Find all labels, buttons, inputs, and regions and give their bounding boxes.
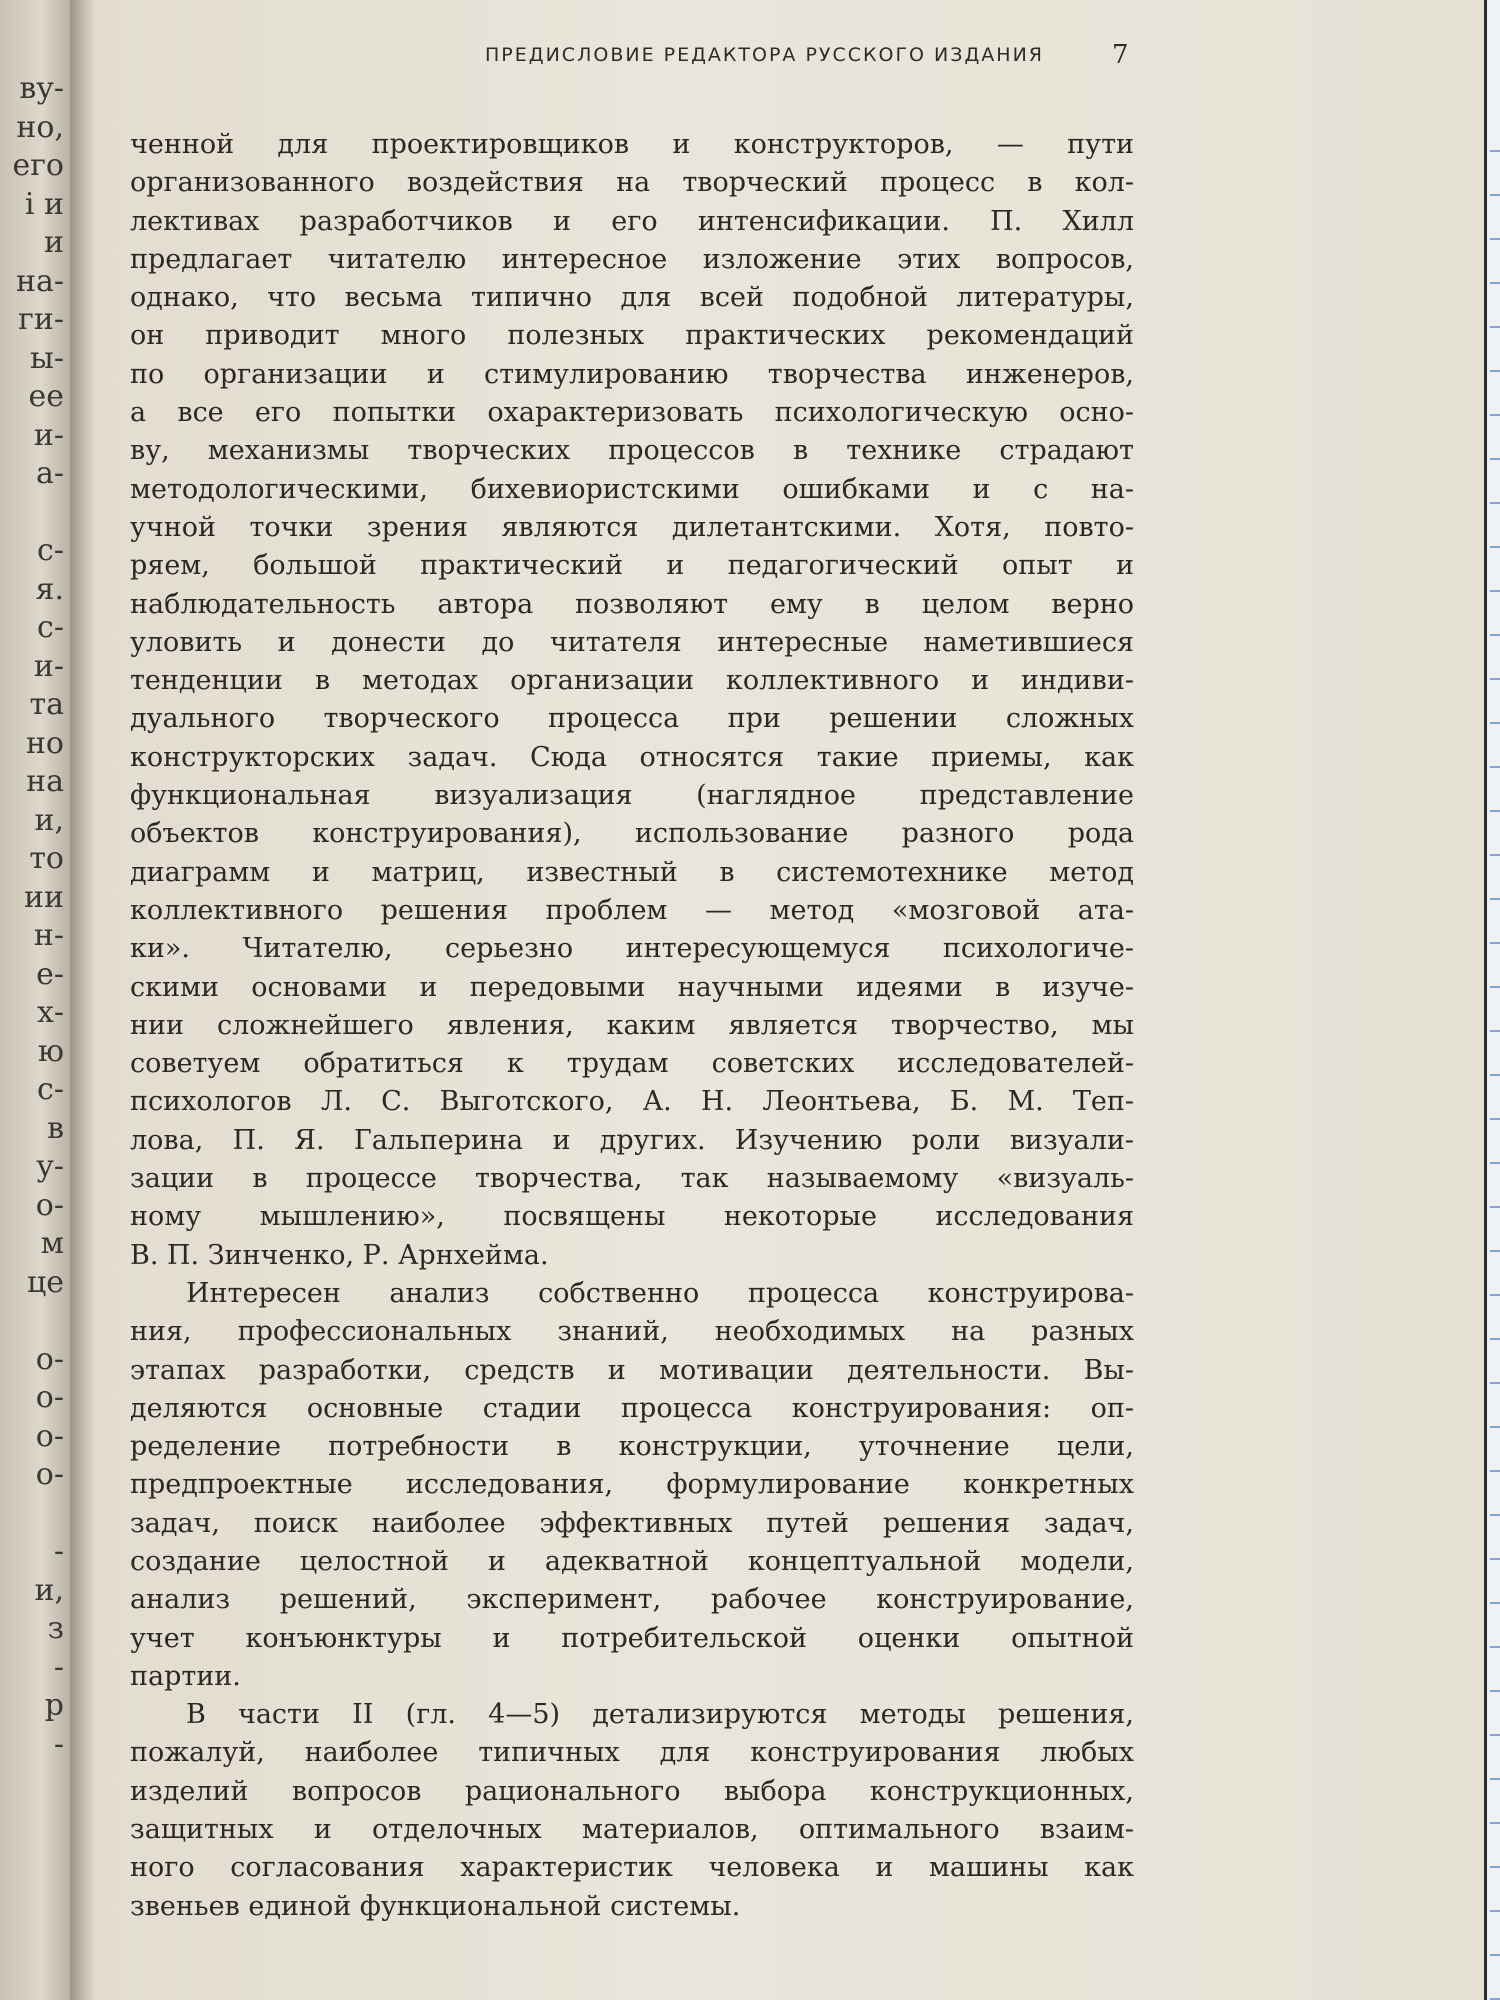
adjacent-page-fragment: в — [47, 1110, 64, 1146]
ruled-line-mark — [1490, 854, 1500, 856]
text-line: ного согласования характеристик человека и машины как — [130, 1852, 1134, 1884]
text-line: В части II (гл. 4—5) детализируются методы решения, — [186, 1699, 1134, 1731]
text-line: коллективного решения проблем — метод «мозговой ата- — [130, 894, 1134, 926]
text-line: по организации и стимулированию творчества инженеров, — [130, 358, 1134, 390]
adjacent-page-fragment: х- — [36, 995, 64, 1030]
text-line: ределение потребности в конструкции, уточнение цели, — [130, 1431, 1134, 1463]
text-line: тенденции в методах организации коллективного и индиви- — [130, 665, 1134, 697]
ruled-line-mark — [1490, 1514, 1500, 1516]
ruled-line-mark — [1490, 590, 1500, 592]
ruled-line-mark — [1490, 1118, 1500, 1120]
adjacent-page-fragment: на — [26, 764, 64, 799]
adjacent-page-text-fragments — [0, 70, 70, 1764]
ruled-line-mark — [1490, 1822, 1500, 1824]
text-line: защитных и отделочных материалов, оптимального взаим- — [130, 1814, 1134, 1846]
adjacent-page-fragment: но, — [16, 109, 64, 145]
text-line: лова, П. Я. Гальперина и других. Изучению роли визуали- — [130, 1124, 1134, 1156]
text-line: звеньев единой функциональной системы. — [130, 1890, 741, 1922]
adjacent-page-fragment: о- — [35, 1418, 64, 1454]
ruled-line-mark — [1490, 766, 1500, 768]
ruled-line-mark — [1490, 546, 1500, 548]
adjacent-page-fragment: и, — [34, 802, 64, 838]
running-head: ПРЕДИСЛОВИЕ РЕДАКТОРА РУССКОГО ИЗДАНИЯ — [485, 44, 1044, 66]
adjacent-page-fragment: з — [47, 1611, 64, 1646]
ruled-line-mark — [1490, 1602, 1500, 1604]
ruled-line-mark — [1490, 194, 1500, 196]
ruled-line-mark — [1490, 986, 1500, 988]
ruled-line-mark — [1490, 1470, 1500, 1472]
ruled-line-mark — [1490, 1426, 1500, 1428]
ruled-line-mark — [1490, 1954, 1500, 1956]
adjacent-page-fragment: то — [29, 841, 64, 876]
ruled-line-mark — [1490, 1294, 1500, 1296]
ruled-line-mark — [1490, 678, 1500, 680]
notebook-paper-edge — [1484, 0, 1500, 2000]
adjacent-page-fragment: и- — [33, 648, 64, 684]
ruled-line-mark — [1490, 1162, 1500, 1164]
text-line: скими основами и передовыми научными идеями в изуче- — [130, 971, 1134, 1003]
text-line: ки». Читателю, серьезно интересующемуся психологиче- — [130, 933, 1134, 965]
text-line: организованного воздействия на творческий процесс в кол- — [130, 167, 1134, 199]
adjacent-page-fragment: и, — [34, 1572, 64, 1608]
ruled-line-mark — [1490, 1778, 1500, 1780]
text-line: нии сложнейшего явления, каким является творчество, мы — [130, 1009, 1134, 1041]
ruled-line-mark — [1490, 1074, 1500, 1076]
text-line: предлагает читателю интересное изложение этих вопросов, — [130, 243, 1134, 275]
adjacent-page-fragment — [0, 1302, 64, 1341]
text-line: анализ решений, эксперимент, рабочее конструирование, — [130, 1584, 1134, 1616]
ruled-line-mark — [1490, 414, 1500, 416]
ruled-line-mark — [1490, 1206, 1500, 1208]
adjacent-page-fragment: но — [25, 725, 64, 761]
text-line: зации в процессе творчества, так называемому «визуаль- — [130, 1163, 1134, 1195]
book-gutter — [70, 0, 96, 2000]
ruled-line-mark — [1490, 722, 1500, 724]
text-line: предпроектные исследования, формулирование конкретных — [130, 1469, 1134, 1501]
adjacent-page-fragment: о- — [35, 1187, 64, 1223]
text-line: деляются основные стадии процесса конструирования: оп- — [130, 1392, 1134, 1424]
ruled-line-mark — [1490, 502, 1500, 504]
text-line: учет конъюнктуры и потребительской оценки опытной — [130, 1622, 1134, 1654]
adjacent-page-edge — [0, 0, 70, 2000]
adjacent-page-fragment: та — [29, 687, 64, 722]
ruled-line-mark — [1490, 1338, 1500, 1340]
ruled-line-mark — [1490, 634, 1500, 636]
text-line: он приводит много полезных практических рекомендаций — [130, 320, 1134, 352]
adjacent-page-fragment: - — [53, 1726, 64, 1762]
text-line: дуального творческого процесса при решении сложных — [130, 703, 1134, 735]
text-line: задач, поиск наиболее эффективных путей решения задач, — [130, 1507, 1134, 1539]
text-line: объектов конструирования), использование разного рода — [130, 818, 1134, 850]
text-line: психологов Л. С. Выготского, А. Н. Леонтьева, Б. М. Теп- — [130, 1086, 1134, 1118]
ruled-line-mark — [1490, 1690, 1500, 1692]
ruled-line-mark — [1490, 238, 1500, 240]
adjacent-page-fragment: а- — [35, 456, 64, 491]
text-line: В. П. Зинченко, Р. Арнхейма. — [130, 1239, 549, 1271]
text-line: однако, что весьма типично для всей подобной литературы, — [130, 282, 1134, 314]
text-line: ву, механизмы творческих процессов в технике страдают — [130, 435, 1134, 467]
adjacent-page-fragment: ы- — [29, 340, 64, 376]
ruled-line-mark — [1490, 1734, 1500, 1736]
ruled-line-mark — [1490, 326, 1500, 328]
text-line: функциональная визуализация (наглядное представление — [130, 780, 1134, 812]
text-line: ния, профессиональных знаний, необходимых на разных — [130, 1316, 1134, 1348]
adjacent-page-fragment: я. — [35, 571, 64, 607]
ruled-line-mark — [1490, 1030, 1500, 1032]
adjacent-page-fragment: о- — [35, 1457, 64, 1492]
ruled-line-mark — [1490, 1250, 1500, 1252]
adjacent-page-fragment: его — [12, 148, 64, 183]
adjacent-page-fragment: ю — [37, 1033, 64, 1069]
adjacent-page-fragment: о- — [35, 1380, 64, 1415]
text-line: наблюдательность автора позволяют ему в целом верно — [130, 588, 1134, 620]
adjacent-page-fragment: и- — [33, 417, 64, 453]
adjacent-page-fragment: - — [53, 1649, 64, 1685]
adjacent-page-fragment — [0, 494, 64, 533]
adjacent-page-fragment: ву- — [19, 71, 64, 106]
adjacent-page-fragment: - — [53, 1534, 64, 1569]
ruled-line-mark — [1490, 282, 1500, 284]
adjacent-page-fragment: р — [44, 1688, 64, 1723]
adjacent-page-fragment: на- — [15, 263, 64, 299]
text-line: уловить и донести до читателя интересные наметившиеся — [130, 626, 1134, 658]
adjacent-page-fragment: е- — [36, 956, 64, 992]
adjacent-page-fragment: у- — [36, 1149, 64, 1184]
ruled-line-mark — [1490, 370, 1500, 372]
text-line: конструкторских задач. Сюда относятся такие приемы, как — [130, 741, 1134, 773]
text-line: диаграмм и матриц, известный в системотехнике метод — [130, 856, 1134, 888]
text-line: ному мышлению», посвящены некоторые исследования — [130, 1201, 1134, 1233]
text-line: партии. — [130, 1660, 241, 1692]
text-line: а все его попытки охарактеризовать психологическую осно- — [130, 397, 1134, 429]
adjacent-page-fragment: ее — [28, 379, 64, 414]
page-number: 7 — [1112, 40, 1129, 70]
text-line: ченной для проектировщиков и конструкторов, — пути — [130, 129, 1134, 160]
adjacent-page-fragment: и — [44, 225, 64, 260]
adjacent-page-fragment: с- — [37, 533, 64, 568]
body-text — [130, 126, 1134, 1926]
adjacent-page-fragment: і и — [24, 186, 64, 222]
text-line: этапах разработки, средств и мотивации деятельности. Вы- — [130, 1354, 1134, 1386]
text-line: советуем обратиться к трудам советских исследователей- — [130, 1048, 1134, 1080]
ruled-line-mark — [1490, 1646, 1500, 1648]
adjacent-page-fragment: ии — [24, 879, 64, 915]
adjacent-page-fragment: о- — [35, 1341, 64, 1377]
text-line: учной точки зрения являются дилетантскими. Хотя, повто- — [130, 511, 1134, 543]
adjacent-page-fragment: ги- — [18, 302, 64, 337]
ruled-line-mark — [1490, 810, 1500, 812]
ruled-line-mark — [1490, 898, 1500, 900]
ruled-line-mark — [1490, 1558, 1500, 1560]
text-line: изделий вопросов рационального выбора конструкционных, — [130, 1775, 1134, 1807]
ruled-line-mark — [1490, 942, 1500, 944]
adjacent-page-fragment: м — [40, 1226, 64, 1261]
adjacent-page-fragment: с- — [37, 610, 64, 645]
adjacent-page-fragment — [0, 1495, 64, 1534]
adjacent-page-fragment: с- — [37, 1072, 64, 1107]
text-line: Интересен анализ собственно процесса конструирова- — [186, 1277, 1134, 1309]
ruled-line-mark — [1490, 150, 1500, 152]
ruled-line-mark — [1490, 1910, 1500, 1912]
ruled-line-mark — [1490, 458, 1500, 460]
adjacent-page-fragment: н- — [33, 918, 64, 953]
text-line: методологическими, бихевиористскими ошибками и с на- — [130, 473, 1134, 505]
text-line: ряем, большой практический и педагогический опыт и — [130, 550, 1134, 582]
ruled-line-mark — [1490, 1866, 1500, 1868]
text-line: пожалуй, наиболее типичных для конструирования любых — [130, 1737, 1134, 1769]
text-line: создание целостной и адекватной концептуальной модели, — [130, 1545, 1134, 1577]
adjacent-page-fragment: це — [26, 1264, 64, 1300]
ruled-line-mark — [1490, 1382, 1500, 1384]
text-line: лективах разработчиков и его интенсификации. П. Хилл — [130, 205, 1134, 237]
